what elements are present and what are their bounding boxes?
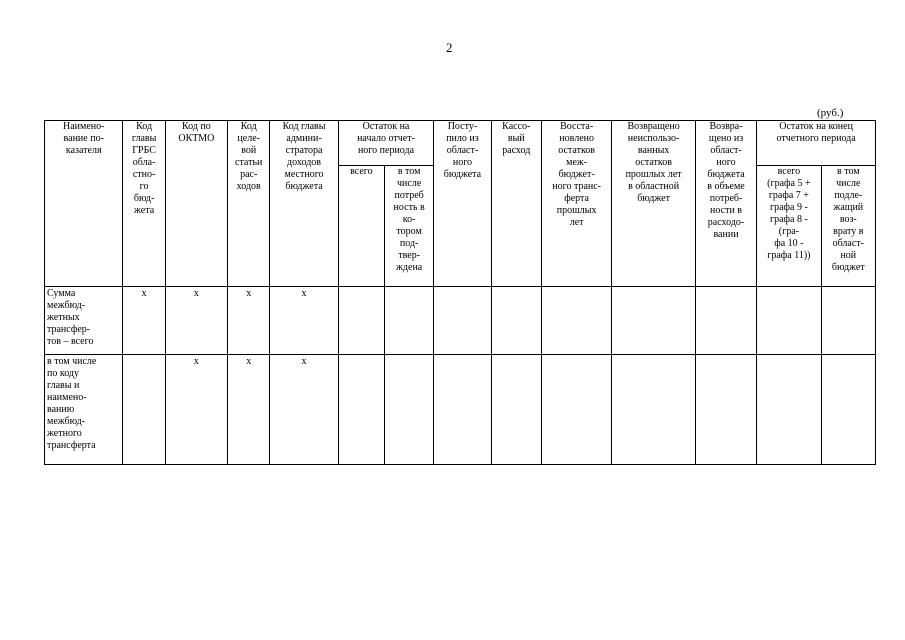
table-cell: [385, 355, 434, 465]
row-label: в том числе по коду главы и наимено- ванию межбюд- жетного трансферта: [45, 355, 123, 465]
table-cell: [695, 355, 756, 465]
header-kcsr: Код целе- вой статьи рас- ходов: [228, 121, 270, 287]
header-returned-unused: Возвращено неиспользо- ванных остатков прошлых лет в областной бюджет: [612, 121, 696, 287]
header-received: Посту- пило из област- ного бюджета: [434, 121, 491, 287]
table-cell: [123, 355, 165, 465]
table-cell: x: [228, 355, 270, 465]
header-start-balance: Остаток на начало отчет- ного периода: [338, 121, 434, 166]
header-returned-need: Возвра- щено из област- ного бюджета в объеме потреб- ности в расходо- вании: [695, 121, 756, 287]
table-cell: [821, 287, 875, 355]
header-start-total: всего: [338, 166, 384, 287]
header-admin: Код главы админи- стратора доходов местного бюджета: [270, 121, 338, 287]
table-cell: [612, 287, 696, 355]
table-cell: [338, 355, 384, 465]
table-cell: [338, 287, 384, 355]
table-row: [45, 287, 876, 355]
table-cell: x: [228, 287, 270, 355]
header-end-total: всего (графа 5 + графа 7 + графа 9 - графа 8 - (гра- фа 10 - графа 11)): [757, 166, 821, 287]
page-number: 2: [446, 40, 453, 55]
table-cell: [491, 287, 541, 355]
table-cell: x: [270, 287, 338, 355]
row-label: Сумма межбюд- жетных трансфер- тов – всего: [45, 287, 123, 355]
report-table: [44, 120, 876, 465]
table-cell: [757, 287, 821, 355]
table-cell: [757, 355, 821, 465]
header-oktmo: Код по ОКТМО: [165, 121, 227, 287]
table-cell: [612, 355, 696, 465]
header-start-confirmed: в том числе потреб ность в ко- тором под- твер- ждена: [385, 166, 434, 287]
header-grbs: Код главы ГРБС обла- стно- го бюд- жета: [123, 121, 165, 287]
table-cell: x: [165, 287, 227, 355]
unit-label: (руб.): [817, 107, 844, 119]
table-cell: x: [270, 355, 338, 465]
table-cell: [434, 355, 491, 465]
table-cell: [491, 355, 541, 465]
table-cell: [821, 355, 875, 465]
header-restored: Восста- новлено остатков меж- бюджет- ного транс- ферта прошлых лет: [541, 121, 611, 287]
header-cash-expense: Кассо- вый расход: [491, 121, 541, 287]
table-cell: [385, 287, 434, 355]
table-cell: [695, 287, 756, 355]
table-cell: x: [123, 287, 165, 355]
table-row: [45, 355, 876, 465]
table-cell: [434, 287, 491, 355]
header-name: Наимено- вание по- казателя: [45, 121, 123, 287]
header-end-balance: Остаток на конец отчетного периода: [757, 121, 876, 166]
table-cell: x: [165, 355, 227, 465]
table-cell: [541, 287, 611, 355]
header-end-return: в том числе подле- жащий воз- врату в област- ной бюджет: [821, 166, 875, 287]
table-cell: [541, 355, 611, 465]
